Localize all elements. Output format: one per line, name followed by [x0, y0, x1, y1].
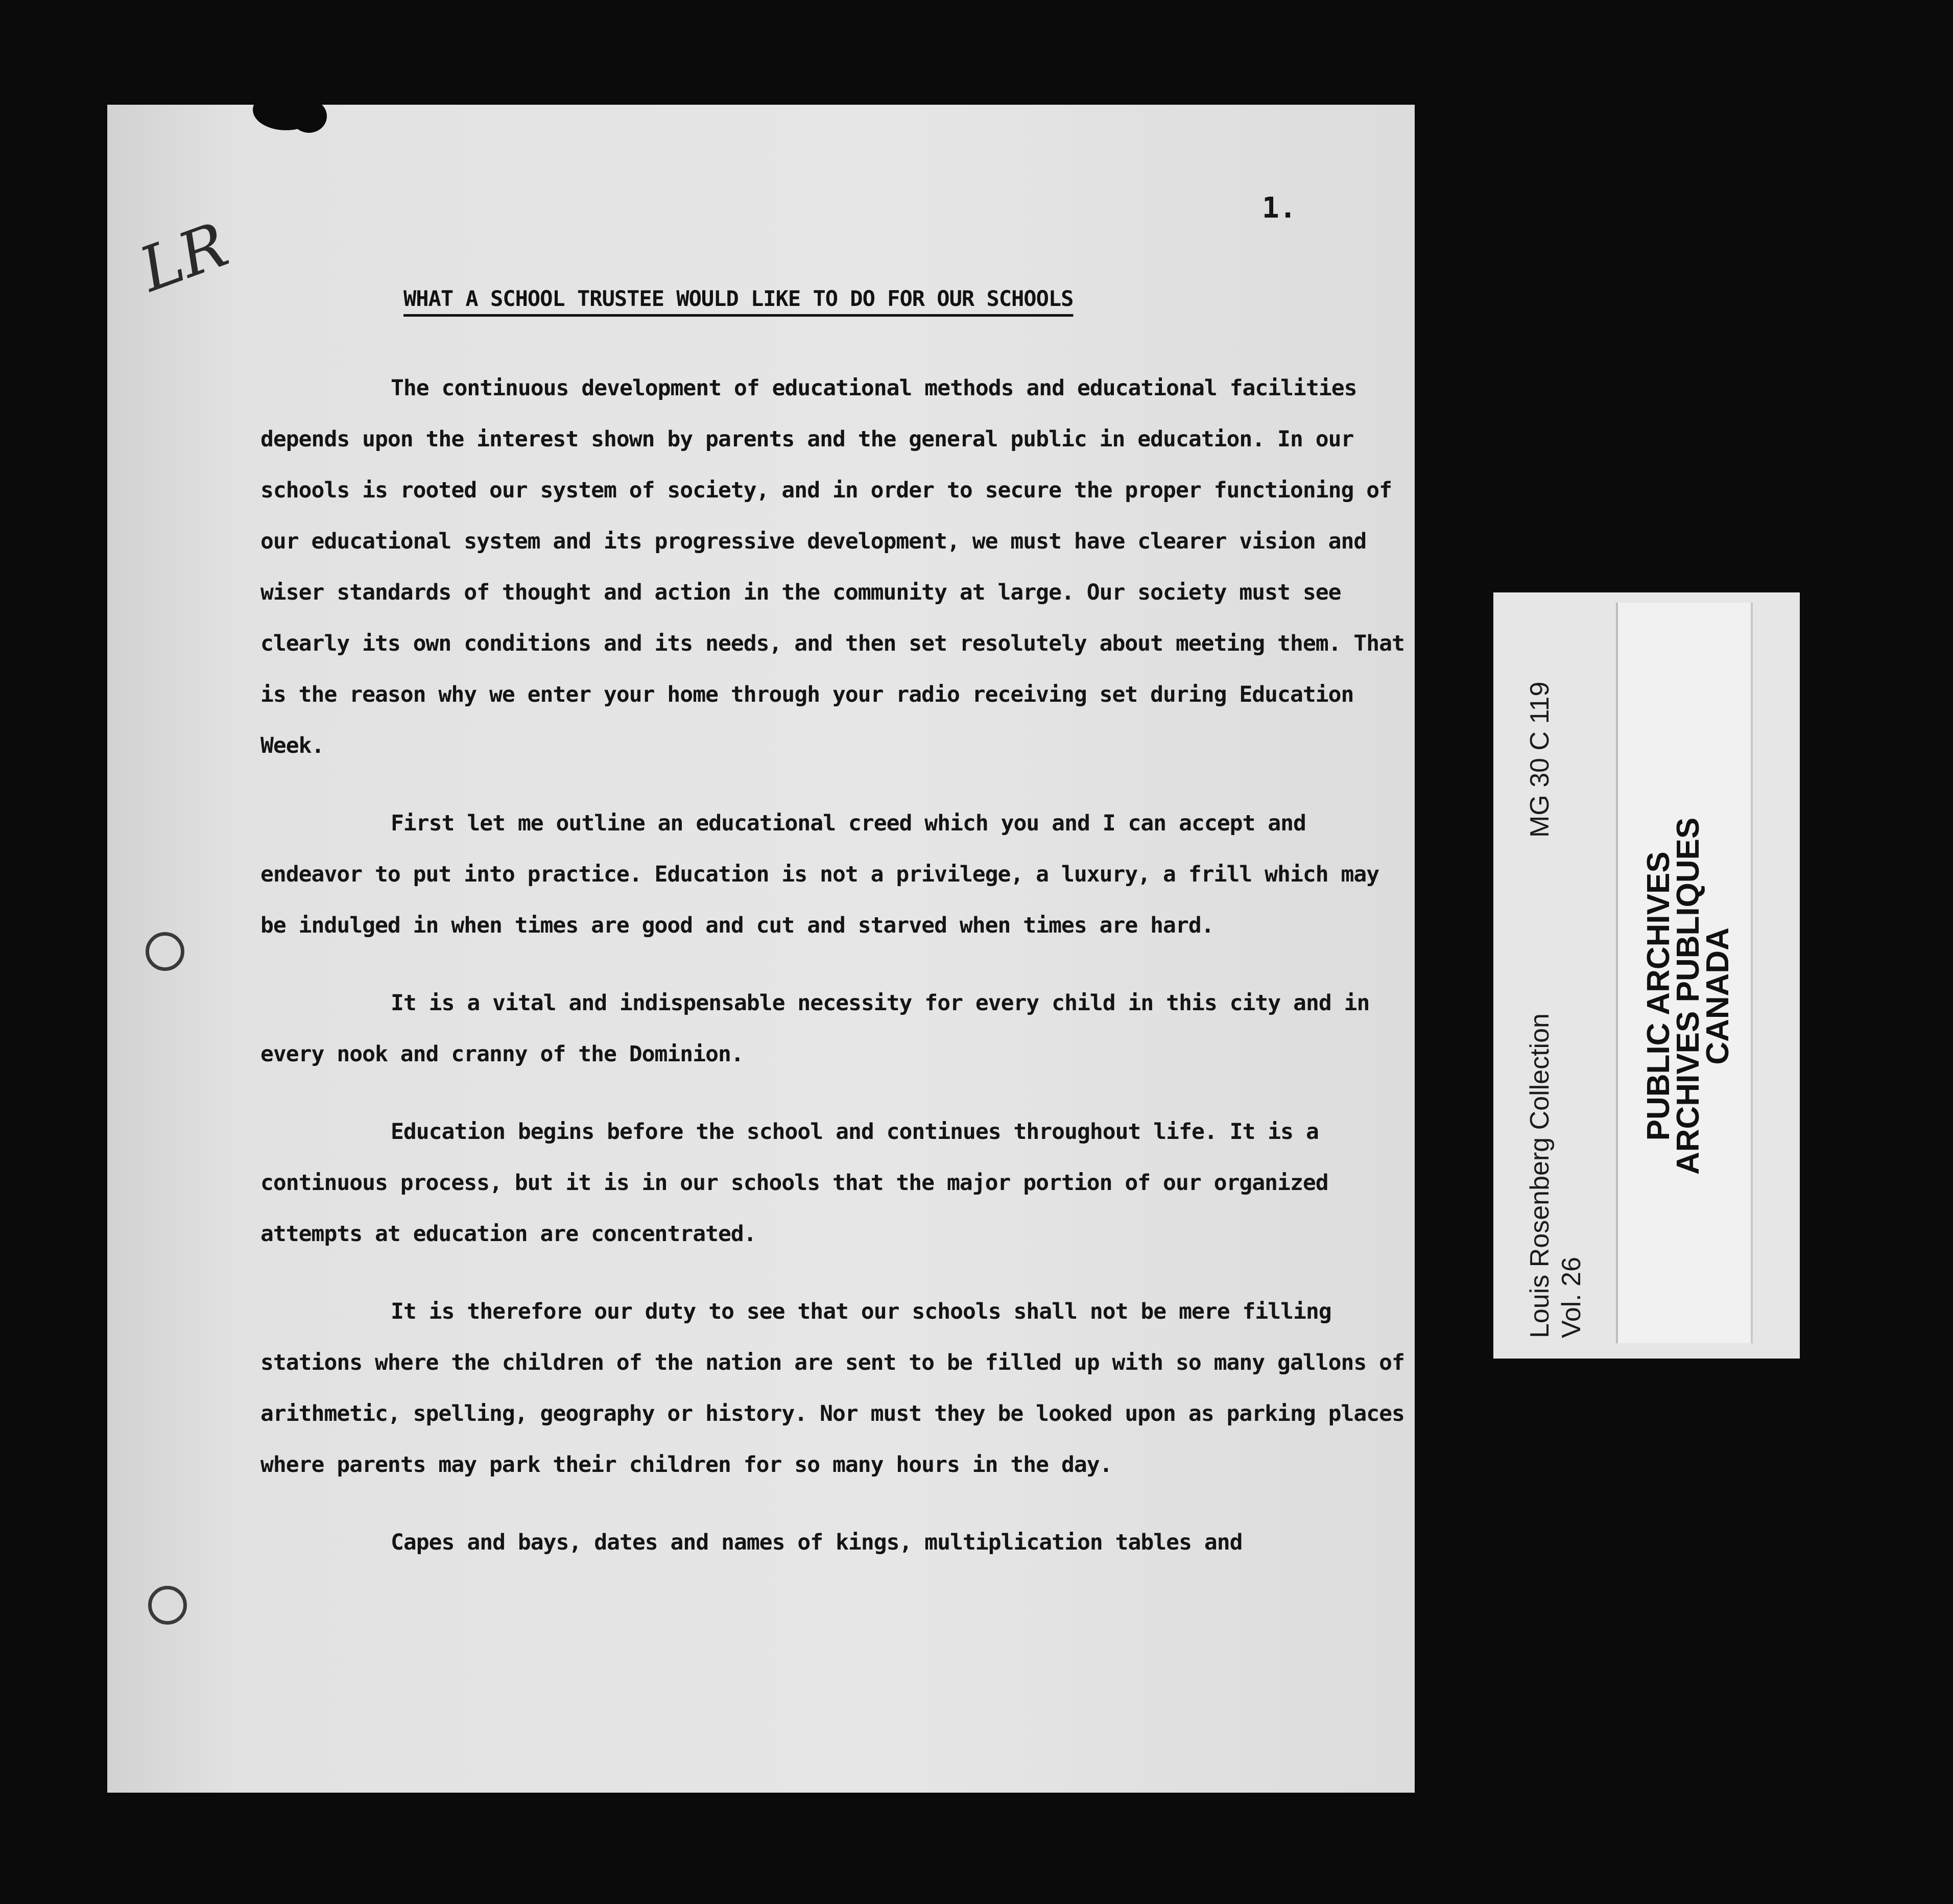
stamp-line: ARCHIVES PUBLIQUES: [1671, 817, 1706, 1175]
document-title: WHAT A SCHOOL TRUSTEE WOULD LIKE TO DO FOR OUR SCHOOLS: [403, 286, 1074, 311]
paragraph: It is therefore our duty to see that our schools shall not be mere filling stations where the children of the nation are sent to be filled up with so many gallons of arithmetic, spelling, geography or history. Nor must they be looked upon as parking places where parents may park their children for so many hours in the day.: [260, 1299, 1404, 1478]
paragraph: The continuous development of educational methods and educational facilities depends upon the interest shown by parents and the general public in education. In our schools is rooted our system of society, and in order to secure the proper functioning of our educational system and its progressive development, we must have clearer vision and wiser standards of thought and action in the community at large. Our society must see clearly its own conditions and its needs, and then set resolutely about meeting them. That is the reason why we enter your home through your radio receiving set during Education Week.: [260, 375, 1404, 758]
stamp-line: PUBLIC ARCHIVES: [1641, 851, 1676, 1141]
stamp-line: CANADA: [1700, 927, 1735, 1065]
page-number: 1.: [1262, 192, 1297, 225]
volume-label: Vol. 26: [1557, 1256, 1586, 1338]
torn-corner: [291, 100, 327, 133]
archive-label: [1493, 592, 1800, 1359]
punch-hole: [148, 1586, 187, 1625]
handwritten-initials: LR: [131, 209, 237, 306]
punch-hole: [146, 932, 184, 971]
paragraph: First let me outline an educational creed which you and I can accept and endeavor to put into practice. Education is not a privilege, a luxury, a frill which may be indulged in when times are good and cut and starved when times are hard.: [260, 811, 1379, 938]
document-page: [107, 105, 1415, 1793]
paragraph: Capes and bays, dates and names of kings, multiplication tables and: [391, 1530, 1243, 1555]
collection-name: Louis Rosenberg Collection: [1525, 1013, 1555, 1338]
collection-label: [1524, 1013, 1587, 1338]
paragraph: Education begins before the school and continues throughout life. It is a continuous process, but it is in our schools that the major portion of our organized attempts at education are concentrated.: [260, 1119, 1328, 1247]
document-body: [260, 363, 1415, 1568]
reference-number: MG 30 C 119: [1525, 681, 1555, 838]
paragraph: It is a vital and indispensable necessity for every child in this city and in every nook and cranny of the Dominion.: [260, 990, 1370, 1067]
archive-stamp-text: [1641, 817, 1735, 1175]
reference-label: [1524, 682, 1556, 838]
